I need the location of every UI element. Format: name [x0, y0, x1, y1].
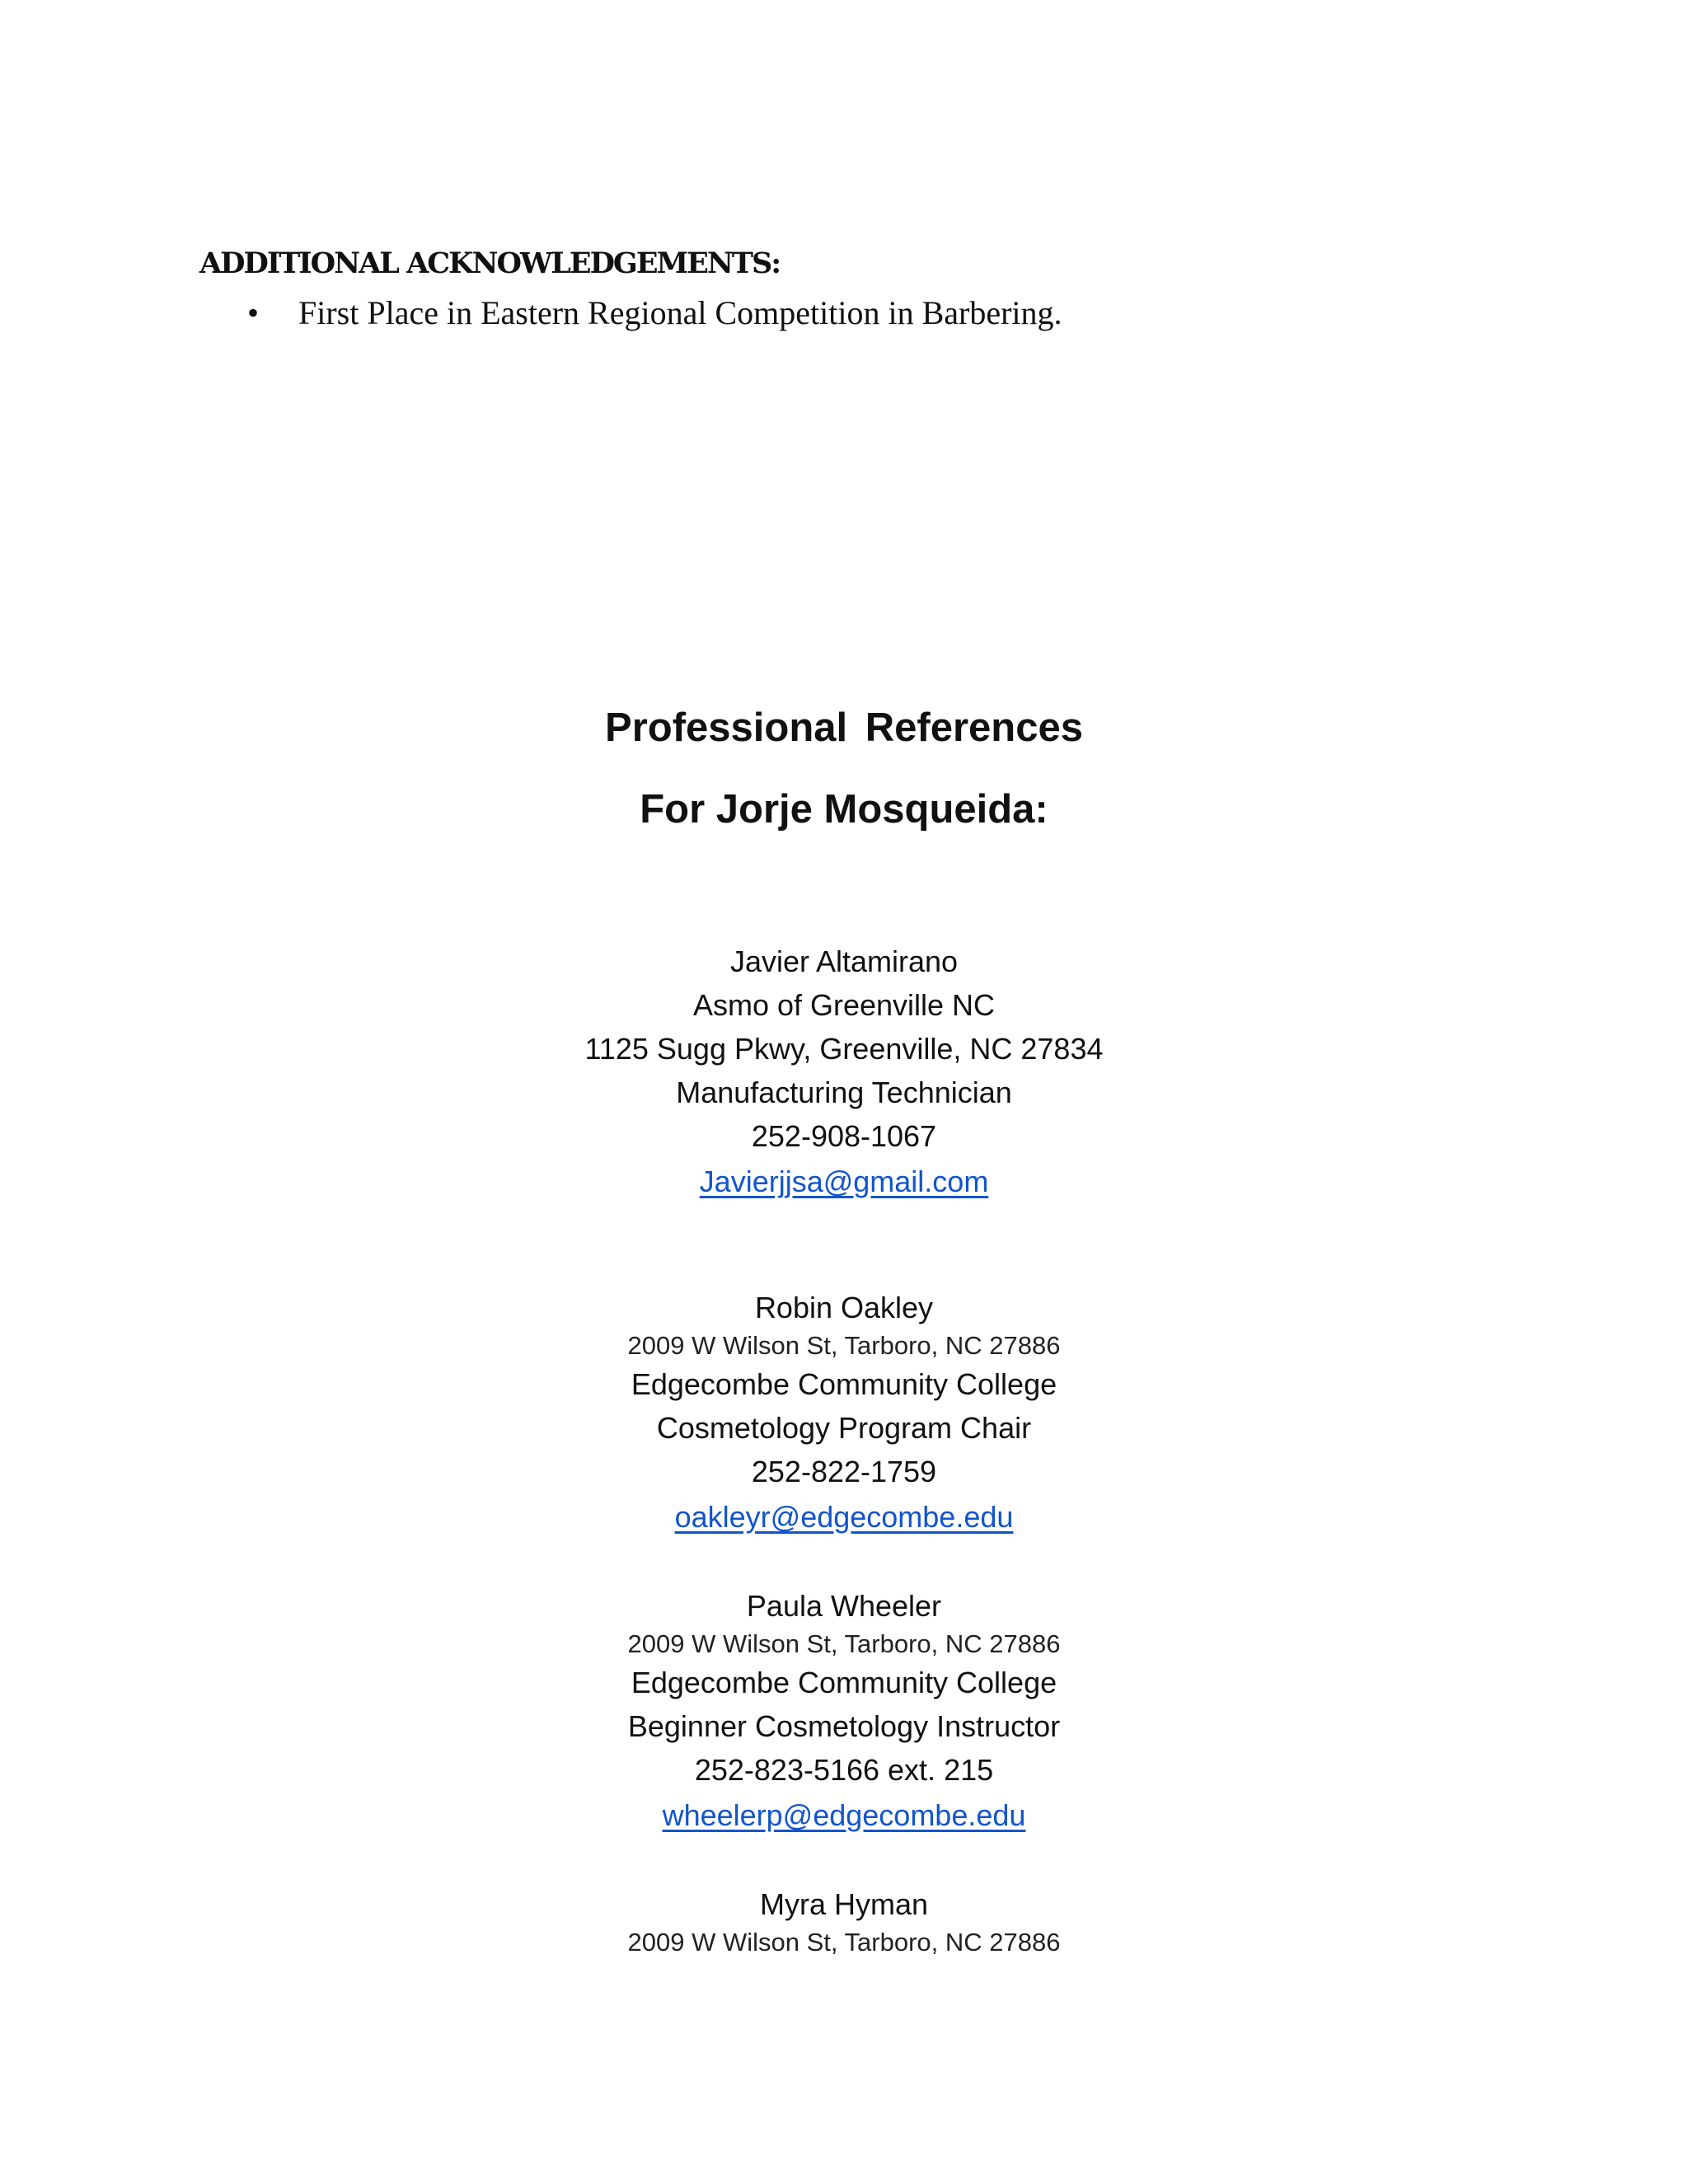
reference-employer: Asmo of Greenville NC: [692, 988, 996, 1022]
reference-phone: 252-823-5166 ext. 215: [694, 1753, 994, 1787]
acknowledgements-heading: ADDITIONAL ACKNOWLEDGEMENTS:: [199, 246, 781, 280]
reference-position: Manufacturing Technician: [676, 1076, 1012, 1109]
reference-employer: Edgecombe Community College: [631, 1367, 1057, 1401]
reference-email-link[interactable]: Javierjjsa@gmail.com: [699, 1165, 989, 1198]
reference-name: Myra Hyman: [759, 1887, 929, 1921]
reference-address: 2009 W Wilson St, Tarboro, NC 27886: [627, 1928, 1061, 1957]
reference-email-link[interactable]: wheelerp@edgecombe.edu: [662, 1798, 1026, 1832]
references-list: [0, 940, 1688, 1959]
acknowledgements-list: [247, 288, 1062, 338]
list-item: [247, 288, 1062, 338]
reference-address: 2009 W Wilson St, Tarboro, NC 27886: [627, 1629, 1061, 1658]
reference-entry: [0, 1584, 1688, 1840]
reference-phone: 252-908-1067: [751, 1119, 937, 1153]
reference-entry: [0, 1286, 1688, 1541]
reference-phone: 252-822-1759: [751, 1455, 937, 1488]
reference-name: Paula Wheeler: [746, 1589, 942, 1623]
reference-email: [0, 1792, 1688, 1840]
reference-employer: Edgecombe Community College: [631, 1666, 1057, 1699]
reference-position: Beginner Cosmetology Instructor: [627, 1709, 1061, 1743]
reference-email: [0, 1158, 1688, 1206]
reference-entry: [0, 940, 1688, 1206]
bullet-icon: •: [247, 294, 260, 331]
reference-address: 2009 W Wilson St, Tarboro, NC 27886: [627, 1331, 1061, 1360]
reference-email-link[interactable]: oakleyr@edgecombe.edu: [674, 1500, 1014, 1534]
reference-name: Javier Altamirano: [729, 944, 959, 978]
acknowledgement-text: First Place in Eastern Regional Competition in Barbering.: [298, 294, 1062, 331]
reference-email: [0, 1493, 1688, 1541]
reference-entry: [0, 1882, 1688, 1959]
reference-position: Cosmetology Program Chair: [656, 1411, 1032, 1445]
reference-name: Robin Oakley: [754, 1291, 934, 1324]
references-title: Professional References: [605, 705, 1083, 750]
references-subtitle: For Jorje Mosqueida:: [640, 787, 1048, 832]
reference-address: 1125 Sugg Pkwy, Greenville, NC 27834: [584, 1032, 1104, 1066]
